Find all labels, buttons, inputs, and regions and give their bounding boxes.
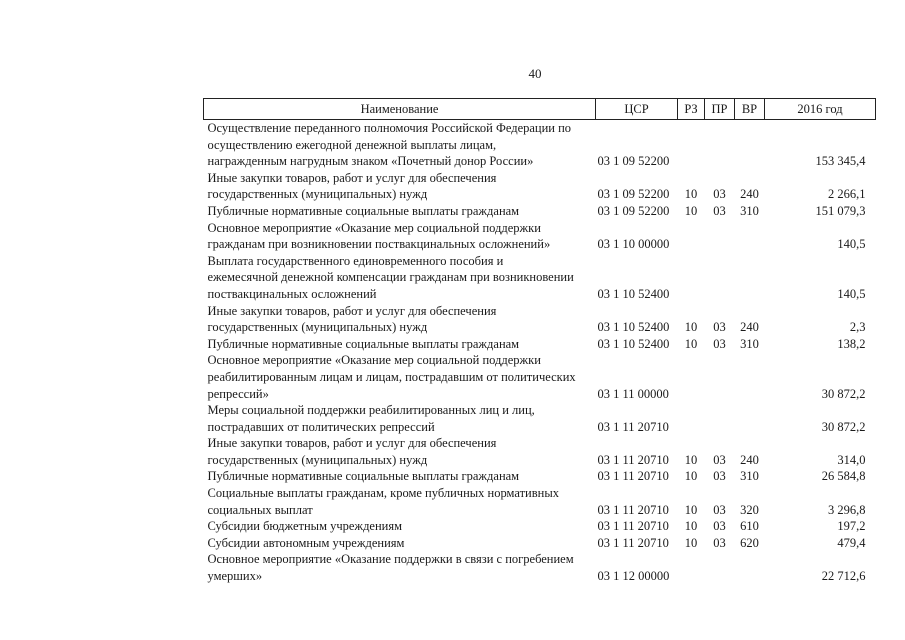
row-amount: 314,0 xyxy=(837,452,866,467)
header-row xyxy=(204,99,876,120)
row-rz: 10 xyxy=(684,469,698,484)
table-header xyxy=(204,99,876,120)
table-row xyxy=(204,120,876,170)
row-vr: 240 xyxy=(740,187,759,202)
row-amount: 30 872,2 xyxy=(821,386,866,401)
row-vr: 310 xyxy=(740,469,759,484)
row-amount: 2,3 xyxy=(849,320,866,335)
row-vr xyxy=(735,120,765,170)
row-vr xyxy=(735,551,765,584)
row-pr xyxy=(705,253,735,303)
row-name: Субсидии бюджетным учреждениям xyxy=(207,519,403,534)
table-row xyxy=(204,220,876,253)
row-rz: 10 xyxy=(684,336,698,351)
table-row xyxy=(204,535,876,552)
row-amount: 153 345,4 xyxy=(815,154,866,169)
row-csr: 03 1 09 52200 xyxy=(597,203,670,218)
row-amount: 26 584,8 xyxy=(821,469,866,484)
row-rz xyxy=(678,402,705,435)
row-csr: 03 1 10 52400 xyxy=(597,336,670,351)
row-amount: 138,2 xyxy=(837,336,866,351)
table-row xyxy=(204,336,876,353)
table-row xyxy=(204,352,876,402)
table-row xyxy=(204,435,876,468)
row-pr xyxy=(705,402,735,435)
header-vr: ВР xyxy=(735,99,765,120)
header-name: Наименование xyxy=(204,99,596,120)
table-row xyxy=(204,402,876,435)
row-amount: 2 266,1 xyxy=(828,187,866,202)
table-row xyxy=(204,170,876,203)
row-name: Публичные нормативные социальные выплаты гражданам xyxy=(207,469,520,484)
row-name: Основное мероприятие «Оказание мер социальной поддержки реабилитированным лицам и лицам, пострадавшим от политических репрессий» xyxy=(207,353,576,401)
row-rz: 10 xyxy=(684,502,698,517)
row-vr: 610 xyxy=(740,519,759,534)
row-pr: 03 xyxy=(713,203,726,218)
row-amount: 22 712,6 xyxy=(821,569,866,584)
row-pr: 03 xyxy=(713,187,726,202)
page-number: 40 xyxy=(528,66,542,81)
row-amount: 140,5 xyxy=(837,237,866,252)
header-year: 2016 год xyxy=(765,99,876,120)
table-body xyxy=(204,120,876,585)
row-name: Иные закупки товаров, работ и услуг для обеспечения государственных (муниципальных) нужд xyxy=(207,170,497,202)
row-rz: 10 xyxy=(684,203,698,218)
row-amount: 30 872,2 xyxy=(821,419,866,434)
row-rz: 10 xyxy=(684,519,698,534)
row-pr: 03 xyxy=(713,320,726,335)
row-csr: 03 1 11 20710 xyxy=(597,502,669,517)
row-rz xyxy=(678,120,705,170)
row-vr: 620 xyxy=(740,535,759,550)
row-rz xyxy=(678,253,705,303)
row-vr: 310 xyxy=(740,203,759,218)
row-vr: 320 xyxy=(740,502,759,517)
row-rz xyxy=(678,352,705,402)
row-csr: 03 1 10 52400 xyxy=(597,286,670,301)
row-pr: 03 xyxy=(713,452,726,467)
row-csr: 03 1 11 20710 xyxy=(597,469,669,484)
row-vr xyxy=(735,352,765,402)
row-pr: 03 xyxy=(713,336,726,351)
row-amount: 3 296,8 xyxy=(828,502,866,517)
row-amount: 140,5 xyxy=(837,286,866,301)
row-name: Иные закупки товаров, работ и услуг для обеспечения государственных (муниципальных) нужд xyxy=(207,303,497,335)
table-row xyxy=(204,551,876,584)
row-vr xyxy=(735,402,765,435)
row-rz: 10 xyxy=(684,535,698,550)
row-rz: 10 xyxy=(684,187,698,202)
row-amount: 479,4 xyxy=(837,535,866,550)
row-vr: 240 xyxy=(740,452,759,467)
budget-table xyxy=(203,98,876,585)
row-pr: 03 xyxy=(713,519,726,534)
table-row xyxy=(204,203,876,220)
table-row xyxy=(204,485,876,518)
row-name: Основное мероприятие «Оказание поддержки в связи с погребением умерших» xyxy=(207,552,574,584)
row-name: Основное мероприятие «Оказание мер социальной поддержки гражданам при возникновении поствакцинальных осложнений» xyxy=(207,220,551,252)
row-csr: 03 1 10 52400 xyxy=(597,320,670,335)
row-pr xyxy=(705,220,735,253)
row-rz: 10 xyxy=(684,320,698,335)
row-csr: 03 1 11 20710 xyxy=(597,519,669,534)
row-csr: 03 1 11 20710 xyxy=(597,535,669,550)
table-row xyxy=(204,253,876,303)
row-amount: 197,2 xyxy=(837,519,866,534)
table-row xyxy=(204,468,876,485)
header-csr: ЦСР xyxy=(596,99,678,120)
row-pr: 03 xyxy=(713,502,726,517)
row-name: Публичные нормативные социальные выплаты гражданам xyxy=(207,203,520,218)
row-name: Иные закупки товаров, работ и услуг для обеспечения государственных (муниципальных) нужд xyxy=(207,436,497,467)
row-name: Субсидии автономным учреждениям xyxy=(207,535,405,550)
row-vr: 240 xyxy=(740,320,759,335)
row-csr: 03 1 09 52200 xyxy=(597,187,670,202)
row-csr: 03 1 12 00000 xyxy=(597,569,670,584)
row-csr: 03 1 11 00000 xyxy=(597,386,669,401)
row-name: Выплата государственного единовременного пособия и ежемесячной денежной компенсации гражданам при возникновении поствакцинальных осложнений xyxy=(207,253,574,301)
row-csr: 03 1 09 52200 xyxy=(597,154,670,169)
row-csr: 03 1 10 00000 xyxy=(597,237,670,252)
row-pr: 03 xyxy=(713,469,726,484)
row-pr xyxy=(705,352,735,402)
row-rz xyxy=(678,551,705,584)
table-row xyxy=(204,518,876,535)
row-pr xyxy=(705,551,735,584)
row-vr: 310 xyxy=(740,336,759,351)
row-name: Осуществление переданного полномочия Российской Федерации по осуществлению ежегодной денежной выплаты лицам, награжденным нагрудным знаком «Почетный донор России» xyxy=(207,121,572,169)
row-pr: 03 xyxy=(713,535,726,550)
table-row xyxy=(204,303,876,336)
row-vr xyxy=(735,253,765,303)
header-pr: ПР xyxy=(705,99,735,120)
row-name: Социальные выплаты гражданам, кроме публичных нормативных социальных выплат xyxy=(207,486,559,517)
row-rz xyxy=(678,220,705,253)
row-pr xyxy=(705,120,735,170)
row-csr: 03 1 11 20710 xyxy=(597,419,669,434)
row-name: Меры социальной поддержки реабилитированных лиц и лиц, пострадавших от политических репрессий xyxy=(207,403,535,434)
row-name: Публичные нормативные социальные выплаты гражданам xyxy=(207,336,520,351)
row-csr: 03 1 11 20710 xyxy=(597,452,669,467)
row-amount: 151 079,3 xyxy=(815,203,866,218)
header-rz: РЗ xyxy=(678,99,705,120)
row-vr xyxy=(735,220,765,253)
row-rz: 10 xyxy=(684,452,698,467)
